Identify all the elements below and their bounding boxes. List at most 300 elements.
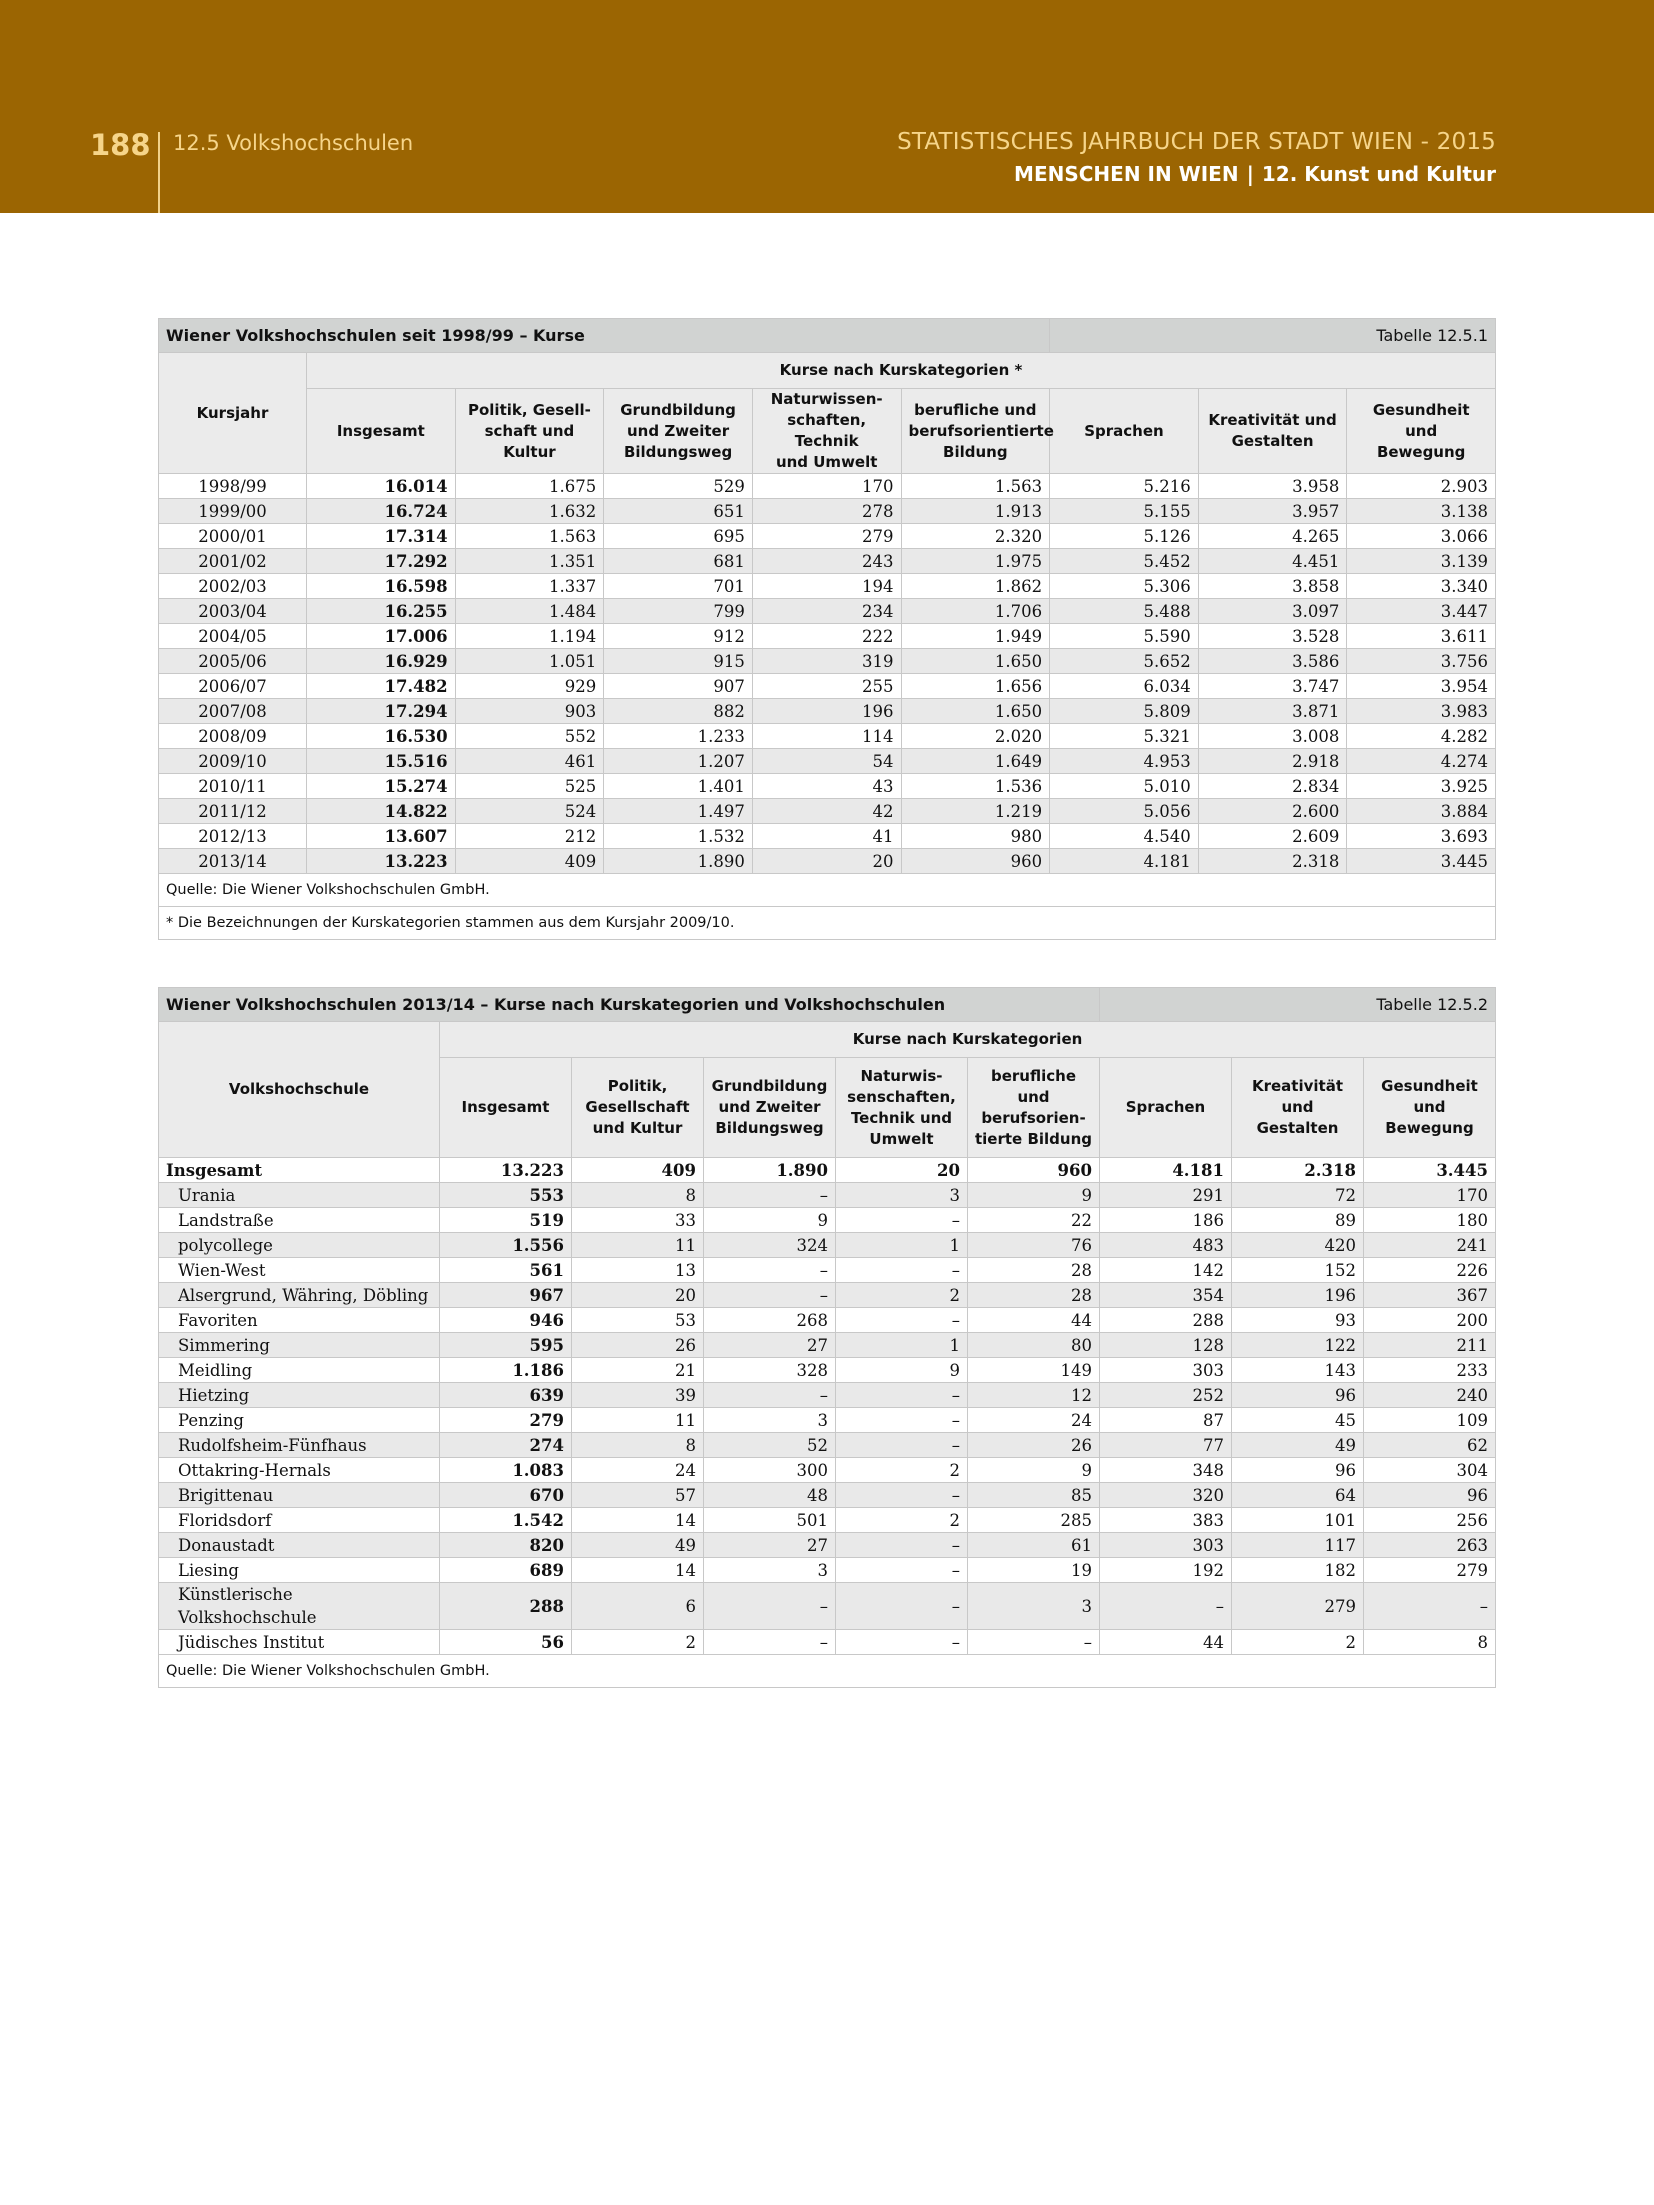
- table-cell: 9: [836, 1358, 968, 1383]
- table-cell: 16.530: [307, 724, 456, 749]
- table-cell: 15.274: [307, 774, 456, 799]
- table-cell: 143: [1232, 1358, 1364, 1383]
- table-cell: 196: [1232, 1283, 1364, 1308]
- row-label: Favoriten: [159, 1308, 440, 1333]
- table-cell: 5.056: [1050, 799, 1199, 824]
- table-cell: 1.194: [455, 624, 604, 649]
- table-source: Quelle: Die Wiener Volkshochschulen GmbH.: [159, 1655, 1496, 1688]
- row-label: 2003/04: [159, 599, 307, 624]
- table-cell: 799: [604, 599, 753, 624]
- table-cell: 367: [1364, 1283, 1496, 1308]
- table-cell: 348: [1100, 1458, 1232, 1483]
- table-cell: 681: [604, 549, 753, 574]
- column-header: berufliche und berufsorien- tierte Bildung: [968, 1058, 1100, 1158]
- table-cell: 8: [572, 1183, 704, 1208]
- table-cell: 49: [1232, 1433, 1364, 1458]
- table-cell: 5.321: [1050, 724, 1199, 749]
- table-cell: 3.066: [1347, 524, 1496, 549]
- table-cell: 114: [752, 724, 901, 749]
- table-cell: 303: [1100, 1533, 1232, 1558]
- row-label: polycollege: [159, 1233, 440, 1258]
- group-header: Kurse nach Kurskategorien *: [307, 353, 1496, 389]
- row-label: Meidling: [159, 1358, 440, 1383]
- table-cell: 44: [1100, 1630, 1232, 1655]
- chapter-part1: MENSCHEN IN WIEN: [1014, 162, 1239, 186]
- table-cell: 1.650: [901, 649, 1050, 674]
- table-cell: 903: [455, 699, 604, 724]
- column-header: Politik, Gesellschaft und Kultur: [572, 1058, 704, 1158]
- table-cell: 93: [1232, 1308, 1364, 1333]
- table-cell: –: [836, 1383, 968, 1408]
- table-cell: 5.652: [1050, 649, 1199, 674]
- table-row: [159, 1258, 1496, 1283]
- table-cell: 701: [604, 574, 753, 599]
- table-cell: 1.497: [604, 799, 753, 824]
- table-cell: 1: [836, 1333, 968, 1358]
- table-cell: 28: [968, 1283, 1100, 1308]
- column-header: Politik, Gesell- schaft und Kultur: [455, 389, 604, 474]
- table-cell: 3.445: [1364, 1158, 1496, 1183]
- table-cell: 54: [752, 749, 901, 774]
- table-cell: 128: [1100, 1333, 1232, 1358]
- table-cell: –: [968, 1630, 1100, 1655]
- row-label: 1999/00: [159, 499, 307, 524]
- table-cell: 1.532: [604, 824, 753, 849]
- table-cell: 1.536: [901, 774, 1050, 799]
- table-cell: 2.318: [1198, 849, 1347, 874]
- table-cell: 182: [1232, 1558, 1364, 1583]
- table-cell: 243: [752, 549, 901, 574]
- table-cell: 1.862: [901, 574, 1050, 599]
- row-label: Wien-West: [159, 1258, 440, 1283]
- table-cell: 19: [968, 1558, 1100, 1583]
- table-cell: 96: [1232, 1458, 1364, 1483]
- row-label: 1998/99: [159, 474, 307, 499]
- table-cell: 1.219: [901, 799, 1050, 824]
- table-cell: –: [836, 1208, 968, 1233]
- column-header: Grundbildung und Zweiter Bildungsweg: [604, 389, 753, 474]
- table-cell: 268: [704, 1308, 836, 1333]
- table-cell: 3.871: [1198, 699, 1347, 724]
- table-cell: 3.097: [1198, 599, 1347, 624]
- table-cell: 4.282: [1347, 724, 1496, 749]
- table-cell: 420: [1232, 1233, 1364, 1258]
- table-cell: –: [836, 1583, 968, 1630]
- table-cell: 17.482: [307, 674, 456, 699]
- table-cell: 26: [572, 1333, 704, 1358]
- table-cell: 255: [752, 674, 901, 699]
- table-cell: 689: [440, 1558, 572, 1583]
- table-row: [159, 524, 1496, 549]
- table-cell: 4.181: [1050, 849, 1199, 874]
- row-label: Donaustadt: [159, 1533, 440, 1558]
- table-cell: 87: [1100, 1408, 1232, 1433]
- table-cell: 303: [1100, 1358, 1232, 1383]
- table-cell: 552: [455, 724, 604, 749]
- table-cell: 383: [1100, 1508, 1232, 1533]
- table-row: [159, 824, 1496, 849]
- table-footnote: * Die Bezeichnungen der Kurskategorien stammen aus dem Kursjahr 2009/10.: [159, 907, 1496, 940]
- yearbook-title: STATISTISCHES JAHRBUCH DER STADT WIEN - 2015: [897, 129, 1496, 155]
- table-cell: 524: [455, 799, 604, 824]
- table-cell: 2.320: [901, 524, 1050, 549]
- table-cell: 324: [704, 1233, 836, 1258]
- table-cell: 1.051: [455, 649, 604, 674]
- table-cell: 96: [1364, 1483, 1496, 1508]
- table-cell: 56: [440, 1630, 572, 1655]
- table-cell: 17.292: [307, 549, 456, 574]
- table-cell: 96: [1232, 1383, 1364, 1408]
- row-header: Kursjahr: [159, 353, 307, 474]
- table-row: [159, 724, 1496, 749]
- row-label: Hietzing: [159, 1383, 440, 1408]
- table-cell: 16.929: [307, 649, 456, 674]
- table-row: [159, 474, 1496, 499]
- column-header: Kreativität und Gestalten: [1232, 1058, 1364, 1158]
- table-cell: –: [836, 1630, 968, 1655]
- table-cell: 288: [440, 1583, 572, 1630]
- table-cell: 14.822: [307, 799, 456, 824]
- table-cell: 5.306: [1050, 574, 1199, 599]
- table-cell: 279: [752, 524, 901, 549]
- table-row: [159, 624, 1496, 649]
- table-cell: 22: [968, 1208, 1100, 1233]
- table-cell: 1.975: [901, 549, 1050, 574]
- table-cell: 519: [440, 1208, 572, 1233]
- table-cell: 42: [752, 799, 901, 824]
- table-cell: 960: [968, 1158, 1100, 1183]
- table-cell: 461: [455, 749, 604, 774]
- table-cell: 3.138: [1347, 499, 1496, 524]
- table-cell: 14: [572, 1508, 704, 1533]
- table-row: [159, 1233, 1496, 1258]
- table-cell: 4.181: [1100, 1158, 1232, 1183]
- row-label: Liesing: [159, 1558, 440, 1583]
- table-row: [159, 1358, 1496, 1383]
- table-cell: 820: [440, 1533, 572, 1558]
- table-cell: 529: [604, 474, 753, 499]
- table-row: [159, 499, 1496, 524]
- table-cell: 1: [836, 1233, 968, 1258]
- table-cell: 3.528: [1198, 624, 1347, 649]
- table-cell: 3: [704, 1558, 836, 1583]
- table-cell: 109: [1364, 1408, 1496, 1433]
- table-row: [159, 699, 1496, 724]
- column-header: Insgesamt: [440, 1058, 572, 1158]
- table-cell: 27: [704, 1333, 836, 1358]
- table-cell: 64: [1232, 1483, 1364, 1508]
- column-header: Naturwis- senschaften, Technik und Umwelt: [836, 1058, 968, 1158]
- table-cell: 2.600: [1198, 799, 1347, 824]
- table-cell: 285: [968, 1508, 1100, 1533]
- table-cell: 279: [1232, 1583, 1364, 1630]
- table-cell: 53: [572, 1308, 704, 1333]
- table-cell: 1.542: [440, 1508, 572, 1533]
- table-cell: 1.949: [901, 624, 1050, 649]
- table-cell: 3: [704, 1408, 836, 1433]
- table-cell: 651: [604, 499, 753, 524]
- column-header: Grundbildung und Zweiter Bildungsweg: [704, 1058, 836, 1158]
- table-cell: 2.609: [1198, 824, 1347, 849]
- table-cell: 12: [968, 1383, 1100, 1408]
- table-cell: –: [836, 1483, 968, 1508]
- row-label: Simmering: [159, 1333, 440, 1358]
- table-cell: 14: [572, 1558, 704, 1583]
- table-cell: 1.484: [455, 599, 604, 624]
- table-cell: 2: [836, 1458, 968, 1483]
- table-cell: 3.008: [1198, 724, 1347, 749]
- table-cell: 61: [968, 1533, 1100, 1558]
- table-cell: 13.223: [440, 1158, 572, 1183]
- table-12-5-2: [158, 987, 1496, 1688]
- chapter-separator: |: [1246, 162, 1254, 186]
- table-cell: 16.014: [307, 474, 456, 499]
- table-12-5-1: [158, 318, 1496, 940]
- table-cell: 6.034: [1050, 674, 1199, 699]
- row-label: 2000/01: [159, 524, 307, 549]
- table-cell: 1.351: [455, 549, 604, 574]
- table-cell: 4.451: [1198, 549, 1347, 574]
- table-cell: 62: [1364, 1433, 1496, 1458]
- table-row: [159, 1183, 1496, 1208]
- table-cell: 1.890: [604, 849, 753, 874]
- table-cell: –: [704, 1583, 836, 1630]
- table-cell: 3.925: [1347, 774, 1496, 799]
- table-cell: 409: [455, 849, 604, 874]
- table-cell: 2: [836, 1508, 968, 1533]
- table-row: [159, 1408, 1496, 1433]
- table-cell: 967: [440, 1283, 572, 1308]
- table-cell: 57: [572, 1483, 704, 1508]
- table-cell: 2: [1232, 1630, 1364, 1655]
- table-cell: 5.010: [1050, 774, 1199, 799]
- table-cell: 278: [752, 499, 901, 524]
- column-header: Sprachen: [1050, 389, 1199, 474]
- table-number: Tabelle 12.5.2: [1100, 988, 1496, 1022]
- table-cell: 3.611: [1347, 624, 1496, 649]
- table-cell: –: [704, 1183, 836, 1208]
- table-cell: 2.318: [1232, 1158, 1364, 1183]
- table-cell: 194: [752, 574, 901, 599]
- row-label: 2009/10: [159, 749, 307, 774]
- table-cell: –: [836, 1308, 968, 1333]
- table-cell: 72: [1232, 1183, 1364, 1208]
- table-cell: 222: [752, 624, 901, 649]
- table-cell: 9: [704, 1208, 836, 1233]
- row-label: 2006/07: [159, 674, 307, 699]
- table-cell: 226: [1364, 1258, 1496, 1283]
- table-cell: 11: [572, 1408, 704, 1433]
- row-label: Insgesamt: [159, 1158, 440, 1183]
- table-row: [159, 649, 1496, 674]
- table-cell: 233: [1364, 1358, 1496, 1383]
- table-cell: 117: [1232, 1533, 1364, 1558]
- table-cell: 5.126: [1050, 524, 1199, 549]
- table-cell: 3.139: [1347, 549, 1496, 574]
- table-row: [159, 1483, 1496, 1508]
- table-cell: 4.953: [1050, 749, 1199, 774]
- row-label: Rudolfsheim-Fünfhaus: [159, 1433, 440, 1458]
- table-row: [159, 1158, 1496, 1183]
- table-cell: 3.954: [1347, 674, 1496, 699]
- table-cell: 5.809: [1050, 699, 1199, 724]
- row-label: 2013/14: [159, 849, 307, 874]
- table-row: [159, 1383, 1496, 1408]
- table-cell: 33: [572, 1208, 704, 1233]
- row-label: 2002/03: [159, 574, 307, 599]
- row-label: Alsergrund, Währing, Döbling: [159, 1283, 440, 1308]
- table-cell: 3.447: [1347, 599, 1496, 624]
- table-cell: 17.294: [307, 699, 456, 724]
- table-cell: 1.913: [901, 499, 1050, 524]
- table-cell: –: [836, 1433, 968, 1458]
- table-cell: 28: [968, 1258, 1100, 1283]
- table-cell: 149: [968, 1358, 1100, 1383]
- table-cell: 4.540: [1050, 824, 1199, 849]
- table-cell: 274: [440, 1433, 572, 1458]
- table-cell: 17.006: [307, 624, 456, 649]
- table-cell: 6: [572, 1583, 704, 1630]
- table-cell: 263: [1364, 1533, 1496, 1558]
- table-cell: 170: [752, 474, 901, 499]
- column-header: Sprachen: [1100, 1058, 1232, 1158]
- chapter-line: [1014, 162, 1496, 186]
- column-header: Naturwissen- schaften, Technik und Umwelt: [752, 389, 901, 474]
- table-cell: 49: [572, 1533, 704, 1558]
- column-header: Gesundheit und Bewegung: [1347, 389, 1496, 474]
- table-cell: 2.834: [1198, 774, 1347, 799]
- row-label: 2010/11: [159, 774, 307, 799]
- table-cell: 1.563: [901, 474, 1050, 499]
- table-cell: –: [1364, 1583, 1496, 1630]
- table-cell: 3.957: [1198, 499, 1347, 524]
- table-cell: 1.890: [704, 1158, 836, 1183]
- table-row: [159, 1533, 1496, 1558]
- table-cell: –: [1100, 1583, 1232, 1630]
- table-cell: 915: [604, 649, 753, 674]
- page-header: [0, 0, 1654, 213]
- table-cell: 52: [704, 1433, 836, 1458]
- table-cell: 13: [572, 1258, 704, 1283]
- table-source: Quelle: Die Wiener Volkshochschulen GmbH.: [159, 874, 1496, 907]
- table-cell: 180: [1364, 1208, 1496, 1233]
- table-cell: 2: [572, 1630, 704, 1655]
- table-cell: 234: [752, 599, 901, 624]
- table-cell: 3: [968, 1583, 1100, 1630]
- table-cell: 20: [752, 849, 901, 874]
- table-cell: 525: [455, 774, 604, 799]
- table-cell: 20: [836, 1158, 968, 1183]
- table-cell: 929: [455, 674, 604, 699]
- table-cell: 80: [968, 1333, 1100, 1358]
- table-cell: 24: [968, 1408, 1100, 1433]
- table-cell: 670: [440, 1483, 572, 1508]
- table-cell: 5.155: [1050, 499, 1199, 524]
- table-cell: 639: [440, 1383, 572, 1408]
- table-cell: 200: [1364, 1308, 1496, 1333]
- group-header: Kurse nach Kurskategorien: [440, 1022, 1496, 1058]
- table-cell: 483: [1100, 1233, 1232, 1258]
- column-header: Kreativität und Gestalten: [1198, 389, 1347, 474]
- table-title: Wiener Volkshochschulen 2013/14 – Kurse nach Kurskategorien und Volkshochschulen: [159, 988, 1100, 1022]
- table-cell: 27: [704, 1533, 836, 1558]
- table-cell: 279: [440, 1408, 572, 1433]
- table-cell: 1.401: [604, 774, 753, 799]
- table-cell: 288: [1100, 1308, 1232, 1333]
- row-label: 2001/02: [159, 549, 307, 574]
- table-row: [159, 849, 1496, 874]
- table-row: [159, 1283, 1496, 1308]
- table-cell: 3.756: [1347, 649, 1496, 674]
- table-row: [159, 799, 1496, 824]
- table-cell: 980: [901, 824, 1050, 849]
- row-header: Volkshochschule: [159, 1022, 440, 1158]
- table-cell: 5.488: [1050, 599, 1199, 624]
- row-label: 2004/05: [159, 624, 307, 649]
- table-cell: 1.656: [901, 674, 1050, 699]
- table-cell: 912: [604, 624, 753, 649]
- row-label: 2007/08: [159, 699, 307, 724]
- table-cell: 3.983: [1347, 699, 1496, 724]
- table-cell: 24: [572, 1458, 704, 1483]
- table-cell: 241: [1364, 1233, 1496, 1258]
- table-cell: 553: [440, 1183, 572, 1208]
- row-label: 2005/06: [159, 649, 307, 674]
- table-cell: 304: [1364, 1458, 1496, 1483]
- table-cell: 11: [572, 1233, 704, 1258]
- table-cell: 3.693: [1347, 824, 1496, 849]
- table-cell: –: [836, 1558, 968, 1583]
- table-cell: 1.675: [455, 474, 604, 499]
- table-row: [159, 749, 1496, 774]
- table-cell: 1.207: [604, 749, 753, 774]
- table-cell: 319: [752, 649, 901, 674]
- table-cell: 26: [968, 1433, 1100, 1458]
- table-cell: 85: [968, 1483, 1100, 1508]
- table-cell: 15.516: [307, 749, 456, 774]
- row-label: Penzing: [159, 1408, 440, 1433]
- table-row: [159, 1208, 1496, 1233]
- table-cell: 170: [1364, 1183, 1496, 1208]
- row-label: 2012/13: [159, 824, 307, 849]
- table-cell: 501: [704, 1508, 836, 1533]
- table-cell: 1.186: [440, 1358, 572, 1383]
- chapter-part2: 12. Kunst und Kultur: [1261, 162, 1496, 186]
- table-cell: 211: [1364, 1333, 1496, 1358]
- table-cell: 212: [455, 824, 604, 849]
- table-cell: 186: [1100, 1208, 1232, 1233]
- table-cell: –: [704, 1283, 836, 1308]
- table-cell: 328: [704, 1358, 836, 1383]
- table-cell: 291: [1100, 1183, 1232, 1208]
- table-cell: –: [704, 1258, 836, 1283]
- table-cell: 8: [572, 1433, 704, 1458]
- table-cell: 409: [572, 1158, 704, 1183]
- table-row: [159, 1630, 1496, 1655]
- table-cell: 3.340: [1347, 574, 1496, 599]
- table-cell: 77: [1100, 1433, 1232, 1458]
- table-cell: 1.233: [604, 724, 753, 749]
- table-cell: 192: [1100, 1558, 1232, 1583]
- section-title: 12.5 Volkshochschulen: [173, 131, 414, 155]
- table-cell: 20: [572, 1283, 704, 1308]
- table-cell: 2: [836, 1283, 968, 1308]
- table-title: Wiener Volkshochschulen seit 1998/99 – Kurse: [159, 319, 1050, 353]
- table-cell: 13.607: [307, 824, 456, 849]
- table-number: Tabelle 12.5.1: [1050, 319, 1496, 353]
- table-cell: 5.452: [1050, 549, 1199, 574]
- table-cell: 4.265: [1198, 524, 1347, 549]
